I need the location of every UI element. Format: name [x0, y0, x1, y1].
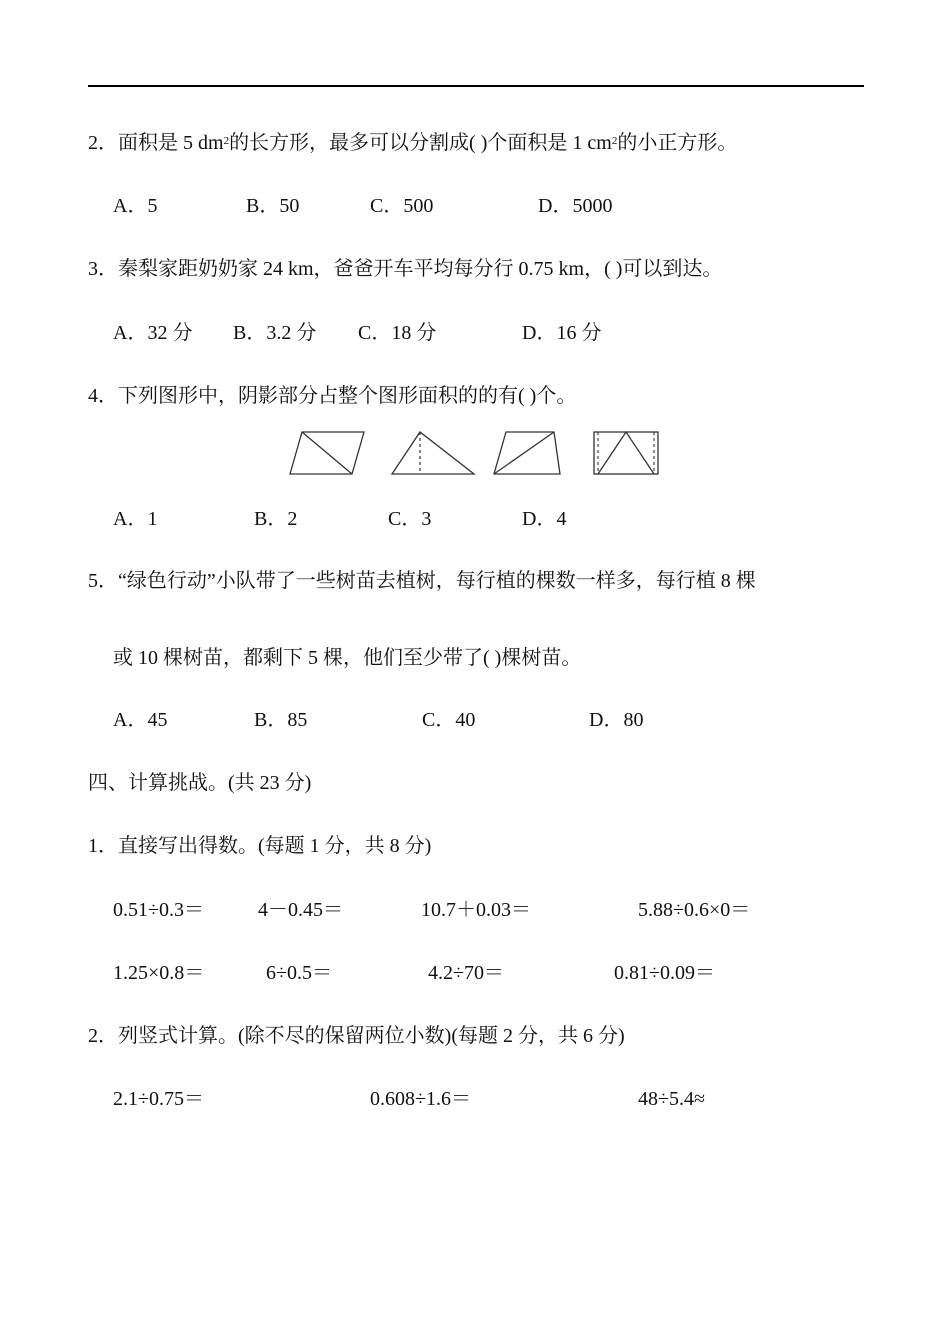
question-text-part2: 的长方形，最多可以分割成( )个面积是 1 cm: [229, 132, 612, 154]
superscript: 2: [611, 135, 618, 147]
calc-item: 6÷0.5＝: [266, 962, 332, 984]
question-3: [88, 256, 722, 282]
top-rule: [88, 85, 864, 87]
question-4: [88, 383, 576, 409]
calc-item: 4－0.45＝: [258, 899, 343, 921]
superscript: 2: [223, 135, 230, 147]
option-b[interactable]: B．3.2 分: [233, 322, 317, 344]
figure-parallelogram: [288, 428, 368, 480]
option-a[interactable]: A．1: [113, 508, 158, 530]
option-a[interactable]: A．5: [113, 195, 158, 217]
question-number: 5．: [88, 570, 118, 592]
question-number: 2．: [88, 1025, 118, 1047]
question-2: [88, 130, 737, 156]
option-a[interactable]: A．45: [113, 709, 168, 731]
section4-question-1: [88, 833, 431, 859]
option-b[interactable]: B．85: [254, 709, 308, 731]
option-c[interactable]: C．40: [422, 709, 476, 731]
figure-rectangle: [592, 428, 664, 480]
option-d[interactable]: D．4: [522, 508, 567, 530]
question-text-part3: 的小正方形。: [617, 132, 738, 154]
option-c[interactable]: C．500: [370, 195, 434, 217]
option-c[interactable]: C．18 分: [358, 322, 437, 344]
calc-item: 5.88÷0.6×0＝: [638, 899, 751, 921]
question-text-line2: 或 10 棵树苗，都剩下 5 棵，他们至少带了( )棵树苗。: [113, 647, 582, 669]
question-number: 4．: [88, 385, 118, 407]
question-number: 1．: [88, 835, 118, 857]
figure-triangle: [390, 428, 476, 480]
calc-item: 0.81÷0.09＝: [614, 962, 715, 984]
question-number: 3．: [88, 258, 118, 280]
option-b[interactable]: B．50: [246, 195, 300, 217]
calc-item: 10.7＋0.03＝: [421, 899, 531, 921]
calc-item: 48÷5.4≈: [638, 1088, 705, 1110]
calc-item: 2.1÷0.75＝: [113, 1088, 204, 1110]
option-d[interactable]: D．80: [589, 709, 644, 731]
option-a[interactable]: A．32 分: [113, 322, 193, 344]
option-d[interactable]: D．16 分: [522, 322, 602, 344]
option-d[interactable]: D．5000: [538, 195, 613, 217]
question-text: 直接写出得数。(每题 1 分，共 8 分): [118, 835, 432, 857]
question-text: 下列图形中，阴影部分占整个图形面积的的有( )个。: [118, 385, 577, 407]
calc-item: 1.25×0.8＝: [113, 962, 205, 984]
figure-trapezoid: [492, 428, 564, 480]
question-number: 2．: [88, 132, 118, 154]
option-b[interactable]: B．2: [254, 508, 298, 530]
calc-item: 4.2÷70＝: [428, 962, 504, 984]
question-text-line1: “绿色行动”小队带了一些树苗去植树，每行植的棵数一样多，每行植 8 棵: [118, 570, 756, 592]
question-text: 秦梨家距奶奶家 24 km，爸爸开车平均每分行 0.75 km，( )可以到达。: [118, 258, 723, 280]
question-text-part1: 面积是 5 dm: [118, 132, 224, 154]
option-c[interactable]: C．3: [388, 508, 432, 530]
figure-row: [288, 428, 664, 480]
section4-question-2: [88, 1023, 625, 1049]
question-5: [88, 568, 756, 594]
calc-item: 0.51÷0.3＝: [113, 899, 204, 921]
calc-item: 0.608÷1.6＝: [370, 1088, 471, 1110]
section-title: 四、计算挑战。(共 23 分): [88, 772, 312, 794]
question-text: 列竖式计算。(除不尽的保留两位小数)(每题 2 分，共 6 分): [118, 1025, 625, 1047]
